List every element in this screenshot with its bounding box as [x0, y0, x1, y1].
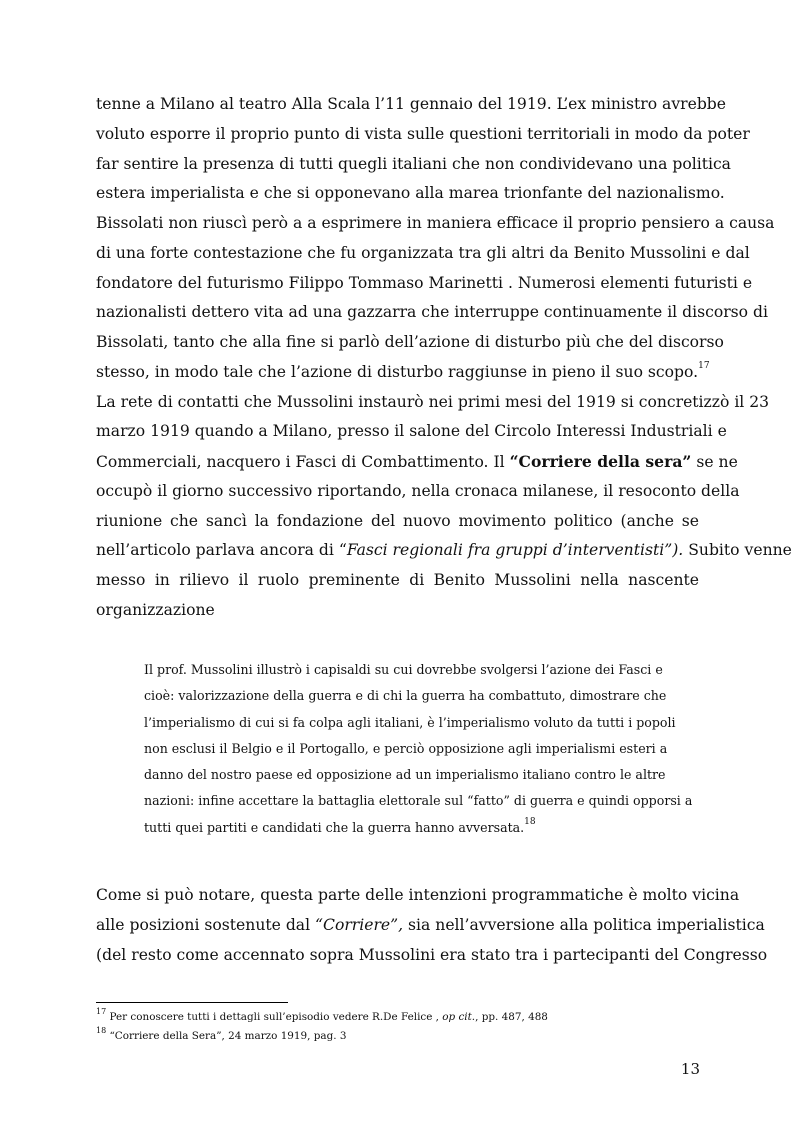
block-quote: [144, 657, 693, 841]
text-line: [96, 447, 738, 477]
text-line: occupò il giorno successivo riportando, nella cronaca milanese, il resoconto della: [96, 481, 740, 500]
quote-line: Il prof. Mussolini illustrò i capisaldi su cui dovrebbe svolgersi l’azione dei Fasci e: [144, 662, 663, 677]
text-span: tutti quei partiti e candidati che la guerra hanno avversata.: [144, 819, 525, 835]
footnote-18: [96, 1026, 736, 1043]
text-line: [96, 358, 710, 388]
text-span: alle posizioni sostenute dal: [96, 915, 316, 934]
text-line: far sentire la presenza di tutti quegli italiani che non condividevano una politica: [96, 154, 731, 173]
text-line: fondatore del futurismo Filippo Tommaso Marinetti . Numerosi elementi futuristi e: [96, 273, 753, 292]
text-span: Subito venne: [683, 541, 792, 560]
newspaper-title: “Corriere”,: [315, 915, 404, 934]
text-span: sia nell’avversione alla politica imperialistica: [403, 915, 765, 934]
text-line: tenne a Milano al teatro Alla Scala l’11 gennaio del 1919. L’ex ministro avrebbe: [96, 95, 727, 113]
quote-line: l’imperialismo di cui si fa colpa agli italiani, è l’imperialismo voluto da tutti i popoli: [144, 714, 676, 730]
text-line: Bissolati, tanto che alla fine si parlò dell’azione di disturbo più che del discorso: [96, 333, 724, 351]
footnote-number: 17: [96, 1007, 107, 1016]
quoted-title: Fasci regionali fra gruppi d’interventisti”).: [346, 541, 684, 560]
text-line: riunione che sancì la fondazione del nuovo movimento politico (anche se: [96, 511, 699, 530]
text-line: organizzazione: [96, 600, 215, 619]
text-line: nazionalisti dettero vita ad una gazzarra che interruppe continuamente il discorso di: [96, 303, 768, 322]
text-line: Come si può notare, questa parte delle intenzioni programmatiche è molto vicina: [96, 886, 740, 904]
text-line: Bissolati non riuscì però a a esprimere in maniera efficace il proprio pensiero a causa: [96, 214, 775, 232]
text-span: Commerciali, nacquero i Fasci di Combattimento. Il: [96, 453, 510, 471]
quote-line: [144, 815, 651, 841]
paragraph-corriere: [96, 881, 768, 970]
text-line: marzo 1919 quando a Milano, presso il salone del Circolo Interessi Industriali e: [96, 422, 727, 441]
quote-line: danno del nostro paese ed opposizione ad un imperialismo italiano contro le altre: [144, 767, 666, 783]
footnote-number: 18: [96, 1026, 107, 1035]
paragraph-fasci: [96, 388, 792, 626]
text-line: di una forte contestazione che fu organizzata tra gli altri da Benito Mussolini e dal: [96, 243, 750, 262]
text-line: voluto esporre il proprio punto di vista sulle questioni territoriali in modo da poter: [96, 124, 750, 143]
footnote-ref-17[interactable]: 17: [698, 360, 710, 371]
text-span: nell’articolo parlava ancora di “: [96, 541, 347, 560]
text-span: stesso, in modo tale che l’azione di disturbo raggiunse in pieno il suo scopo.: [96, 362, 699, 381]
quote-line: nazioni: infine accettare la battaglia elettorale sul “fatto” di guerra e quindi opporsi a: [144, 793, 693, 809]
text-span: Per conoscere tutti i dettagli sull’episodio vedere R.De Felice ,: [106, 1011, 443, 1023]
text-line: (del resto come accennato sopra Mussolini era stato tra i partecipanti del Congresso: [96, 945, 768, 964]
text-line: estera imperialista e che si opponevano alla marea trionfante del nazionalismo.: [96, 184, 725, 203]
citation-abbrev: op cit.: [442, 1011, 476, 1023]
text-span: se ne: [691, 453, 738, 471]
text-line: [96, 911, 765, 941]
text-line: [96, 536, 792, 566]
paragraph-bissolati: [96, 90, 775, 388]
text-line: La rete di contatti che Mussolini instaurò nei primi mesi del 1919 si concretizzò il 23: [96, 392, 770, 411]
footnote-separator: [96, 1002, 288, 1003]
footnote-17: [96, 1007, 736, 1024]
text-span: , pp. 487, 488: [475, 1011, 548, 1023]
text-span: “Corriere della Sera”, 24 marzo 1919, pag. 3: [106, 1030, 347, 1042]
quote-line: cioè: valorizzazione della guerra e di chi la guerra ha combattuto, dimostrare che: [144, 688, 667, 704]
quote-line: non esclusi il Belgio e il Portogallo, e perciò opposizione agli imperialismi esteri a: [144, 740, 668, 756]
text-line: messo in rilievo il ruolo preminente di Benito Mussolini nella nascente: [96, 571, 699, 589]
page-number: 13: [680, 1060, 700, 1078]
footnote-ref-18[interactable]: 18: [524, 816, 536, 827]
newspaper-title: “Corriere della sera”: [509, 452, 692, 471]
